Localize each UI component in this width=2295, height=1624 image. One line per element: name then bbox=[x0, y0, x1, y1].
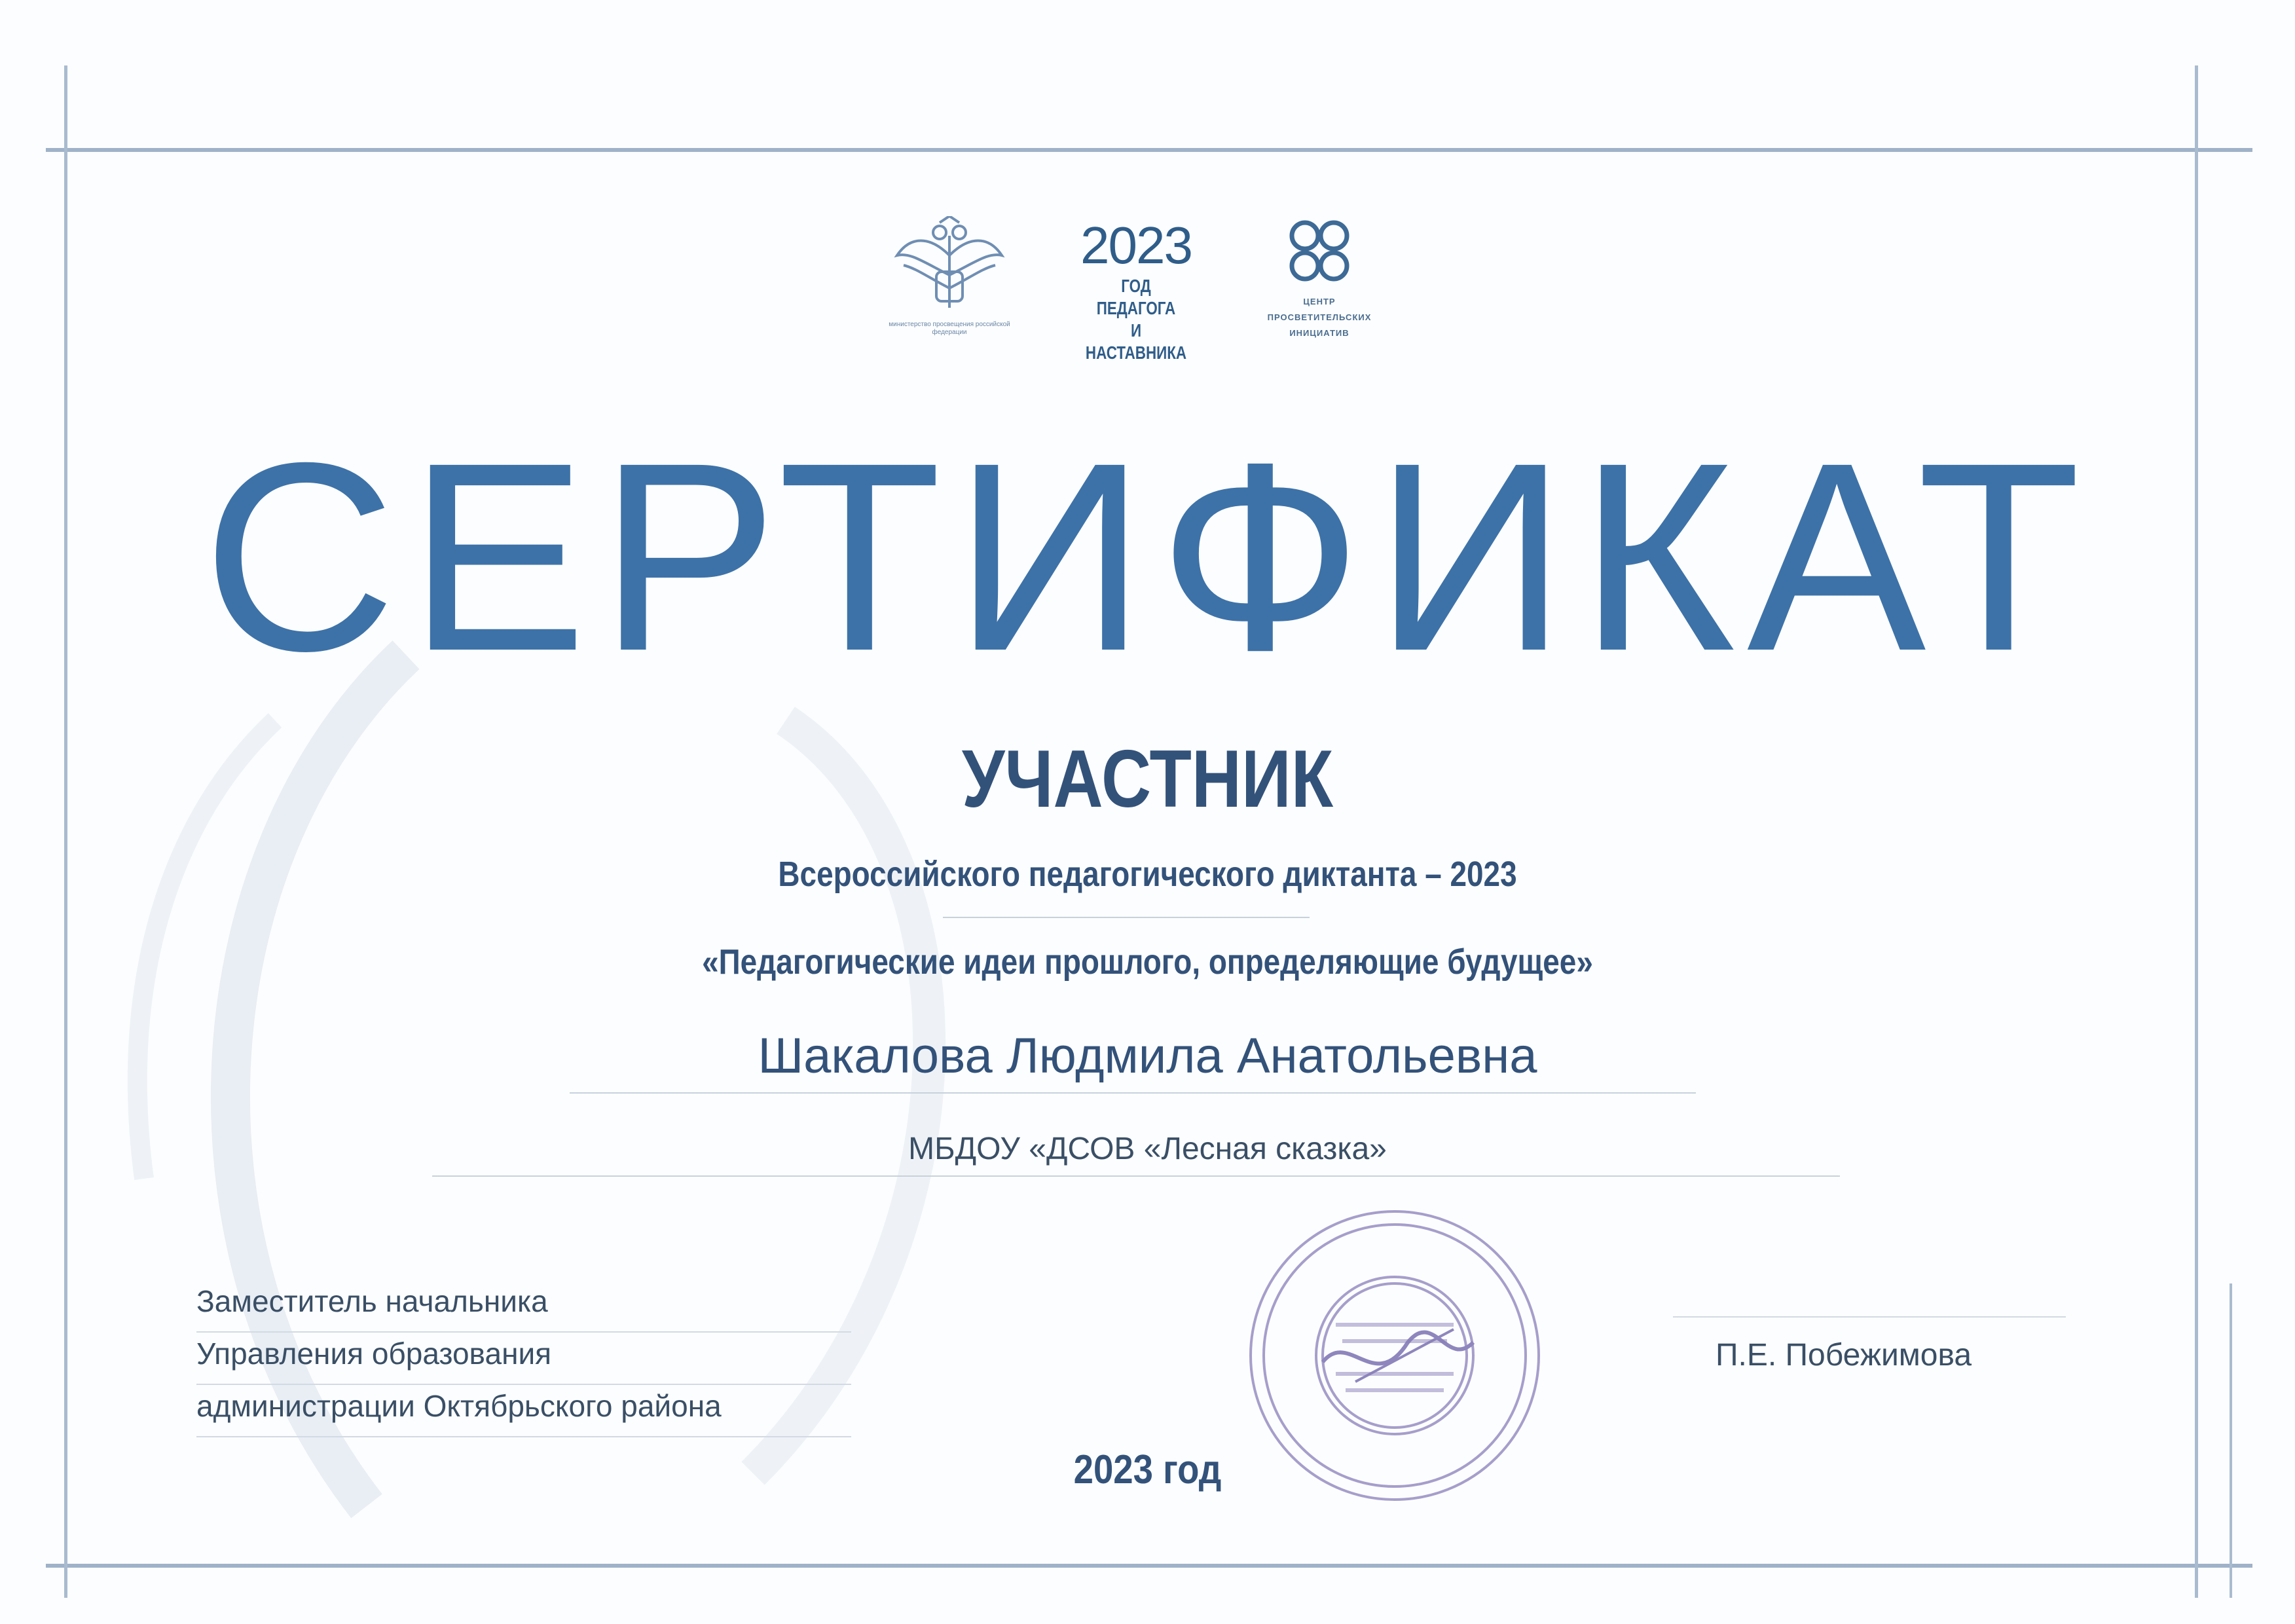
dictation-theme: «Педагогические идеи прошлого, определяющие будущее» bbox=[702, 942, 1593, 982]
year-logo-line1: ГОД ПЕДАГОГА bbox=[1096, 276, 1176, 318]
center-caption-line1: ЦЕНТР bbox=[1303, 297, 1336, 306]
year-logo-line2: И НАСТАВНИКА bbox=[1085, 320, 1187, 363]
certificate-year: 2023 год bbox=[1073, 1447, 1222, 1492]
event-underline bbox=[943, 917, 1310, 918]
center-initiatives-logo bbox=[1244, 216, 1395, 354]
frame-top-line bbox=[46, 148, 2252, 152]
year-of-teacher-logo bbox=[1067, 216, 1205, 363]
participant-status: УЧАСТНИК bbox=[961, 734, 1334, 824]
center-caption-line2: ПРОСВЕТИТЕЛЬСКИХ bbox=[1267, 312, 1372, 322]
signer-position-line: администрации Октябрьского района bbox=[196, 1385, 851, 1437]
signer-name: П.Е. Побежимова bbox=[1716, 1338, 1972, 1373]
certificate-title: СЕРТИФИКАТ bbox=[202, 407, 2093, 707]
year-logo-number: 2023 bbox=[1080, 216, 1192, 274]
event-name: Всероссийского педагогического диктанта – 2023 bbox=[778, 855, 1517, 894]
recipient-name: Шакалова Людмила Анатольевна bbox=[758, 1028, 1537, 1084]
signer-position-line: Заместитель начальника bbox=[196, 1280, 851, 1333]
signer-position-line: Управления образования bbox=[196, 1333, 851, 1385]
center-caption-line3: ИНИЦИАТИВ bbox=[1289, 328, 1349, 338]
frame-right-line bbox=[2195, 65, 2198, 1598]
signature-rule bbox=[1673, 1316, 2066, 1318]
ministry-logo bbox=[884, 216, 1015, 347]
organization-underline bbox=[432, 1175, 1840, 1177]
ministry-caption: министерство просвещения российской федерации bbox=[889, 321, 1010, 336]
signer-position bbox=[196, 1280, 851, 1437]
center-initiatives-icon bbox=[1280, 216, 1359, 288]
frame-right-outer-line bbox=[2230, 1283, 2232, 1598]
recipient-underline bbox=[570, 1092, 1696, 1094]
logo-row bbox=[871, 216, 1408, 363]
eagle-emblem-icon bbox=[884, 216, 1015, 321]
frame-bottom-line bbox=[46, 1564, 2252, 1568]
frame-left-line bbox=[64, 65, 67, 1598]
organization-name: МБДОУ «ДСОВ «Лесная сказка» bbox=[908, 1132, 1387, 1166]
